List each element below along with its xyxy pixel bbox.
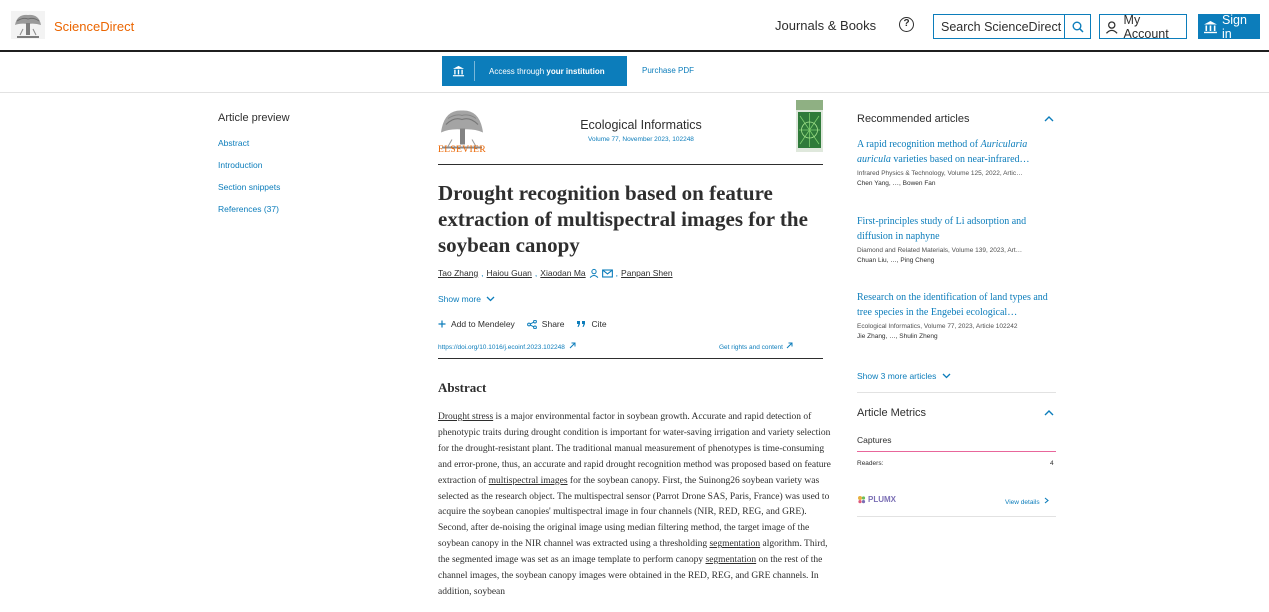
recommended-article-source: Ecological Informatics, Volume 77, 2023, Article 102242	[857, 323, 1018, 330]
rail-divider	[857, 392, 1056, 393]
author-list	[438, 268, 673, 278]
plumx-icon	[857, 495, 866, 504]
abstract-segment: algorithm. Third, the segmented image was set as an image template to perform canopy	[438, 539, 828, 566]
top-header	[0, 0, 1269, 52]
view-details-link[interactable]	[1005, 497, 1049, 506]
nav-link-section-snippets[interactable]: Section snippets	[218, 182, 281, 192]
help-icon[interactable]: ?	[899, 17, 914, 32]
recommended-article	[857, 290, 1057, 340]
plus-icon	[438, 320, 446, 328]
recommended-article-authors: Jie Zhang, …, Shulin Zheng	[857, 333, 938, 340]
cite-button[interactable]	[576, 319, 606, 329]
author-separator: ,	[481, 268, 484, 278]
abstract-segment: for the soybean canopy. First, the Suinong26 soybean variety was selected as the research object. The multispectral sensor (Parrot Drone SAS, Paris, France) was used to acquire the soybean canopies' multispectral image in four channels (NIR, RED, REG, and GRE). Second, after de-noising the original image using median filtering method, the target image of the soybean canopy in the NIR channel was extracted using a thresholding	[438, 475, 830, 550]
person-icon	[1105, 20, 1119, 34]
article-preview-heading: Article preview	[218, 112, 290, 124]
sciencedirect-brand-link[interactable]: ScienceDirect	[54, 19, 135, 34]
search-box	[933, 14, 1091, 39]
search-button[interactable]	[1065, 15, 1090, 38]
rights-link[interactable]	[719, 342, 793, 351]
topic-link[interactable]: segmentation	[705, 555, 757, 566]
abstract-text	[438, 410, 838, 601]
author-separator: ,	[615, 268, 619, 278]
access-label: Access through your institution	[489, 66, 605, 76]
chevron-down-icon	[486, 296, 495, 302]
captures-heading: Captures	[857, 435, 892, 445]
institution-icon	[442, 61, 475, 81]
access-bar	[0, 54, 1269, 93]
show-more-articles-label: Show 3 more articles	[857, 371, 937, 381]
readers-label: Readers:	[857, 460, 884, 467]
recommended-article-authors: Chen Yang, …, Bowen Fan	[857, 180, 936, 187]
header-divider	[438, 164, 823, 165]
recommended-article-source: Infrared Physics & Technology, Volume 125, 2022, Artic…	[857, 170, 1023, 177]
cite-label: Cite	[591, 319, 607, 329]
view-details-label: View details	[1005, 499, 1040, 506]
recommended-article	[857, 137, 1057, 187]
add-to-mendeley-label: Add to Mendeley	[451, 319, 515, 329]
quote-icon	[576, 320, 586, 328]
abstract-heading: Abstract	[438, 380, 487, 395]
recommended-article-title-link[interactable]: First-principles study of Li adsorption and diffusion in naphyne	[857, 216, 1027, 242]
my-account-button[interactable]	[1099, 14, 1187, 39]
nav-link-abstract[interactable]: Abstract	[218, 138, 250, 148]
rail-divider	[857, 516, 1056, 517]
readers-count: 4	[1050, 460, 1054, 467]
sign-in-button[interactable]	[1198, 14, 1260, 39]
external-link-icon	[569, 342, 576, 349]
abstract-segment: is a major environmental factor in soybean growth. Accurate and rapid detection of phenotypic traits during drought condition is important for water-saving irrigation and variety selection for the drought-resistant plant. The traditional manual measurement of phenotypes is time-consuming and error-prone, thus, an accurate and rapid drought recognition method was proposed based on feature extraction of	[438, 412, 831, 486]
topic-link[interactable]: multispectral images	[488, 475, 568, 486]
recommended-article-title-link[interactable]: Research on the identification of land types and tree species in the Engebei ecological…	[857, 292, 1048, 318]
chevron-up-icon[interactable]	[1044, 115, 1054, 122]
share-label: Share	[541, 319, 565, 329]
add-to-mendeley-button[interactable]	[438, 319, 515, 329]
article-actions	[438, 319, 607, 329]
chevron-right-icon	[1044, 497, 1049, 504]
show-more-button[interactable]	[438, 294, 495, 304]
author-link[interactable]: Xiaodan Ma	[540, 268, 586, 278]
nav-link-introduction[interactable]: Introduction	[218, 160, 263, 170]
author-separator: ,	[534, 268, 538, 278]
author-link[interactable]: Tao Zhang	[438, 268, 479, 278]
show-more-articles-button[interactable]	[857, 371, 951, 381]
doi-text: https://doi.org/10.1016/j.ecoinf.2023.102248	[438, 344, 565, 351]
article-metrics-heading: Article Metrics	[857, 407, 927, 419]
plumx-logo	[857, 495, 896, 504]
recommended-article-source: Diamond and Related Materials, Volume 139, 2023, Art…	[857, 247, 1023, 254]
chevron-down-icon	[942, 373, 951, 379]
access-institution-button[interactable]	[442, 56, 627, 86]
share-icon	[527, 320, 537, 329]
elsevier-wordmark: ELSEVIER	[438, 145, 487, 155]
sign-in-label: Sign in	[1221, 12, 1247, 41]
recommended-article	[857, 214, 1057, 264]
journal-volume-link[interactable]: Volume 77, November 2023, 102248	[588, 136, 694, 143]
author-link[interactable]: Panpan Shen	[621, 268, 673, 278]
recommended-article-title-link[interactable]: A rapid recognition method of Auricularia auricula varieties based on near-infrared…	[857, 139, 1030, 165]
topic-link[interactable]: Drought stress	[438, 412, 494, 422]
share-button[interactable]	[527, 319, 565, 329]
plumx-wordmark: PLUMX	[868, 495, 896, 504]
abstract-segment: on the rest of the channel images, the soybean canopy images were obtained in the RED, REG, and GRE channels. In addition, soybean	[438, 555, 823, 597]
my-account-label: My Account	[1123, 12, 1169, 41]
journals-books-link[interactable]: Journals & Books	[775, 18, 877, 33]
email-icon[interactable]	[602, 269, 613, 278]
chevron-up-icon[interactable]	[1044, 409, 1054, 416]
rights-text: Get rights and content	[719, 344, 783, 351]
doi-link[interactable]	[438, 342, 576, 351]
journal-cover-image[interactable]	[796, 100, 823, 152]
recommended-articles-heading: Recommended articles	[857, 113, 970, 125]
nav-link-references[interactable]: References (37)	[218, 204, 279, 214]
article-title: Drought recognition based on feature extraction of multispectral images for the soybean canopy	[438, 181, 808, 257]
search-icon	[1072, 21, 1084, 33]
recommended-article-authors: Chuan Liu, …, Ping Cheng	[857, 257, 935, 264]
captures-divider	[857, 451, 1056, 452]
show-more-label: Show more	[438, 294, 481, 304]
elsevier-tree-logo[interactable]	[11, 11, 45, 39]
person-icon[interactable]	[589, 268, 599, 278]
metadata-divider	[438, 358, 823, 359]
journal-title-link[interactable]: Ecological Informatics	[580, 118, 702, 132]
external-link-icon	[786, 342, 793, 349]
author-link[interactable]: Haiou Guan	[486, 268, 532, 278]
topic-link[interactable]: segmentation	[709, 539, 761, 550]
institution-icon	[1203, 20, 1218, 34]
search-input[interactable]	[934, 15, 1064, 38]
purchase-pdf-link[interactable]: Purchase PDF	[642, 66, 695, 75]
